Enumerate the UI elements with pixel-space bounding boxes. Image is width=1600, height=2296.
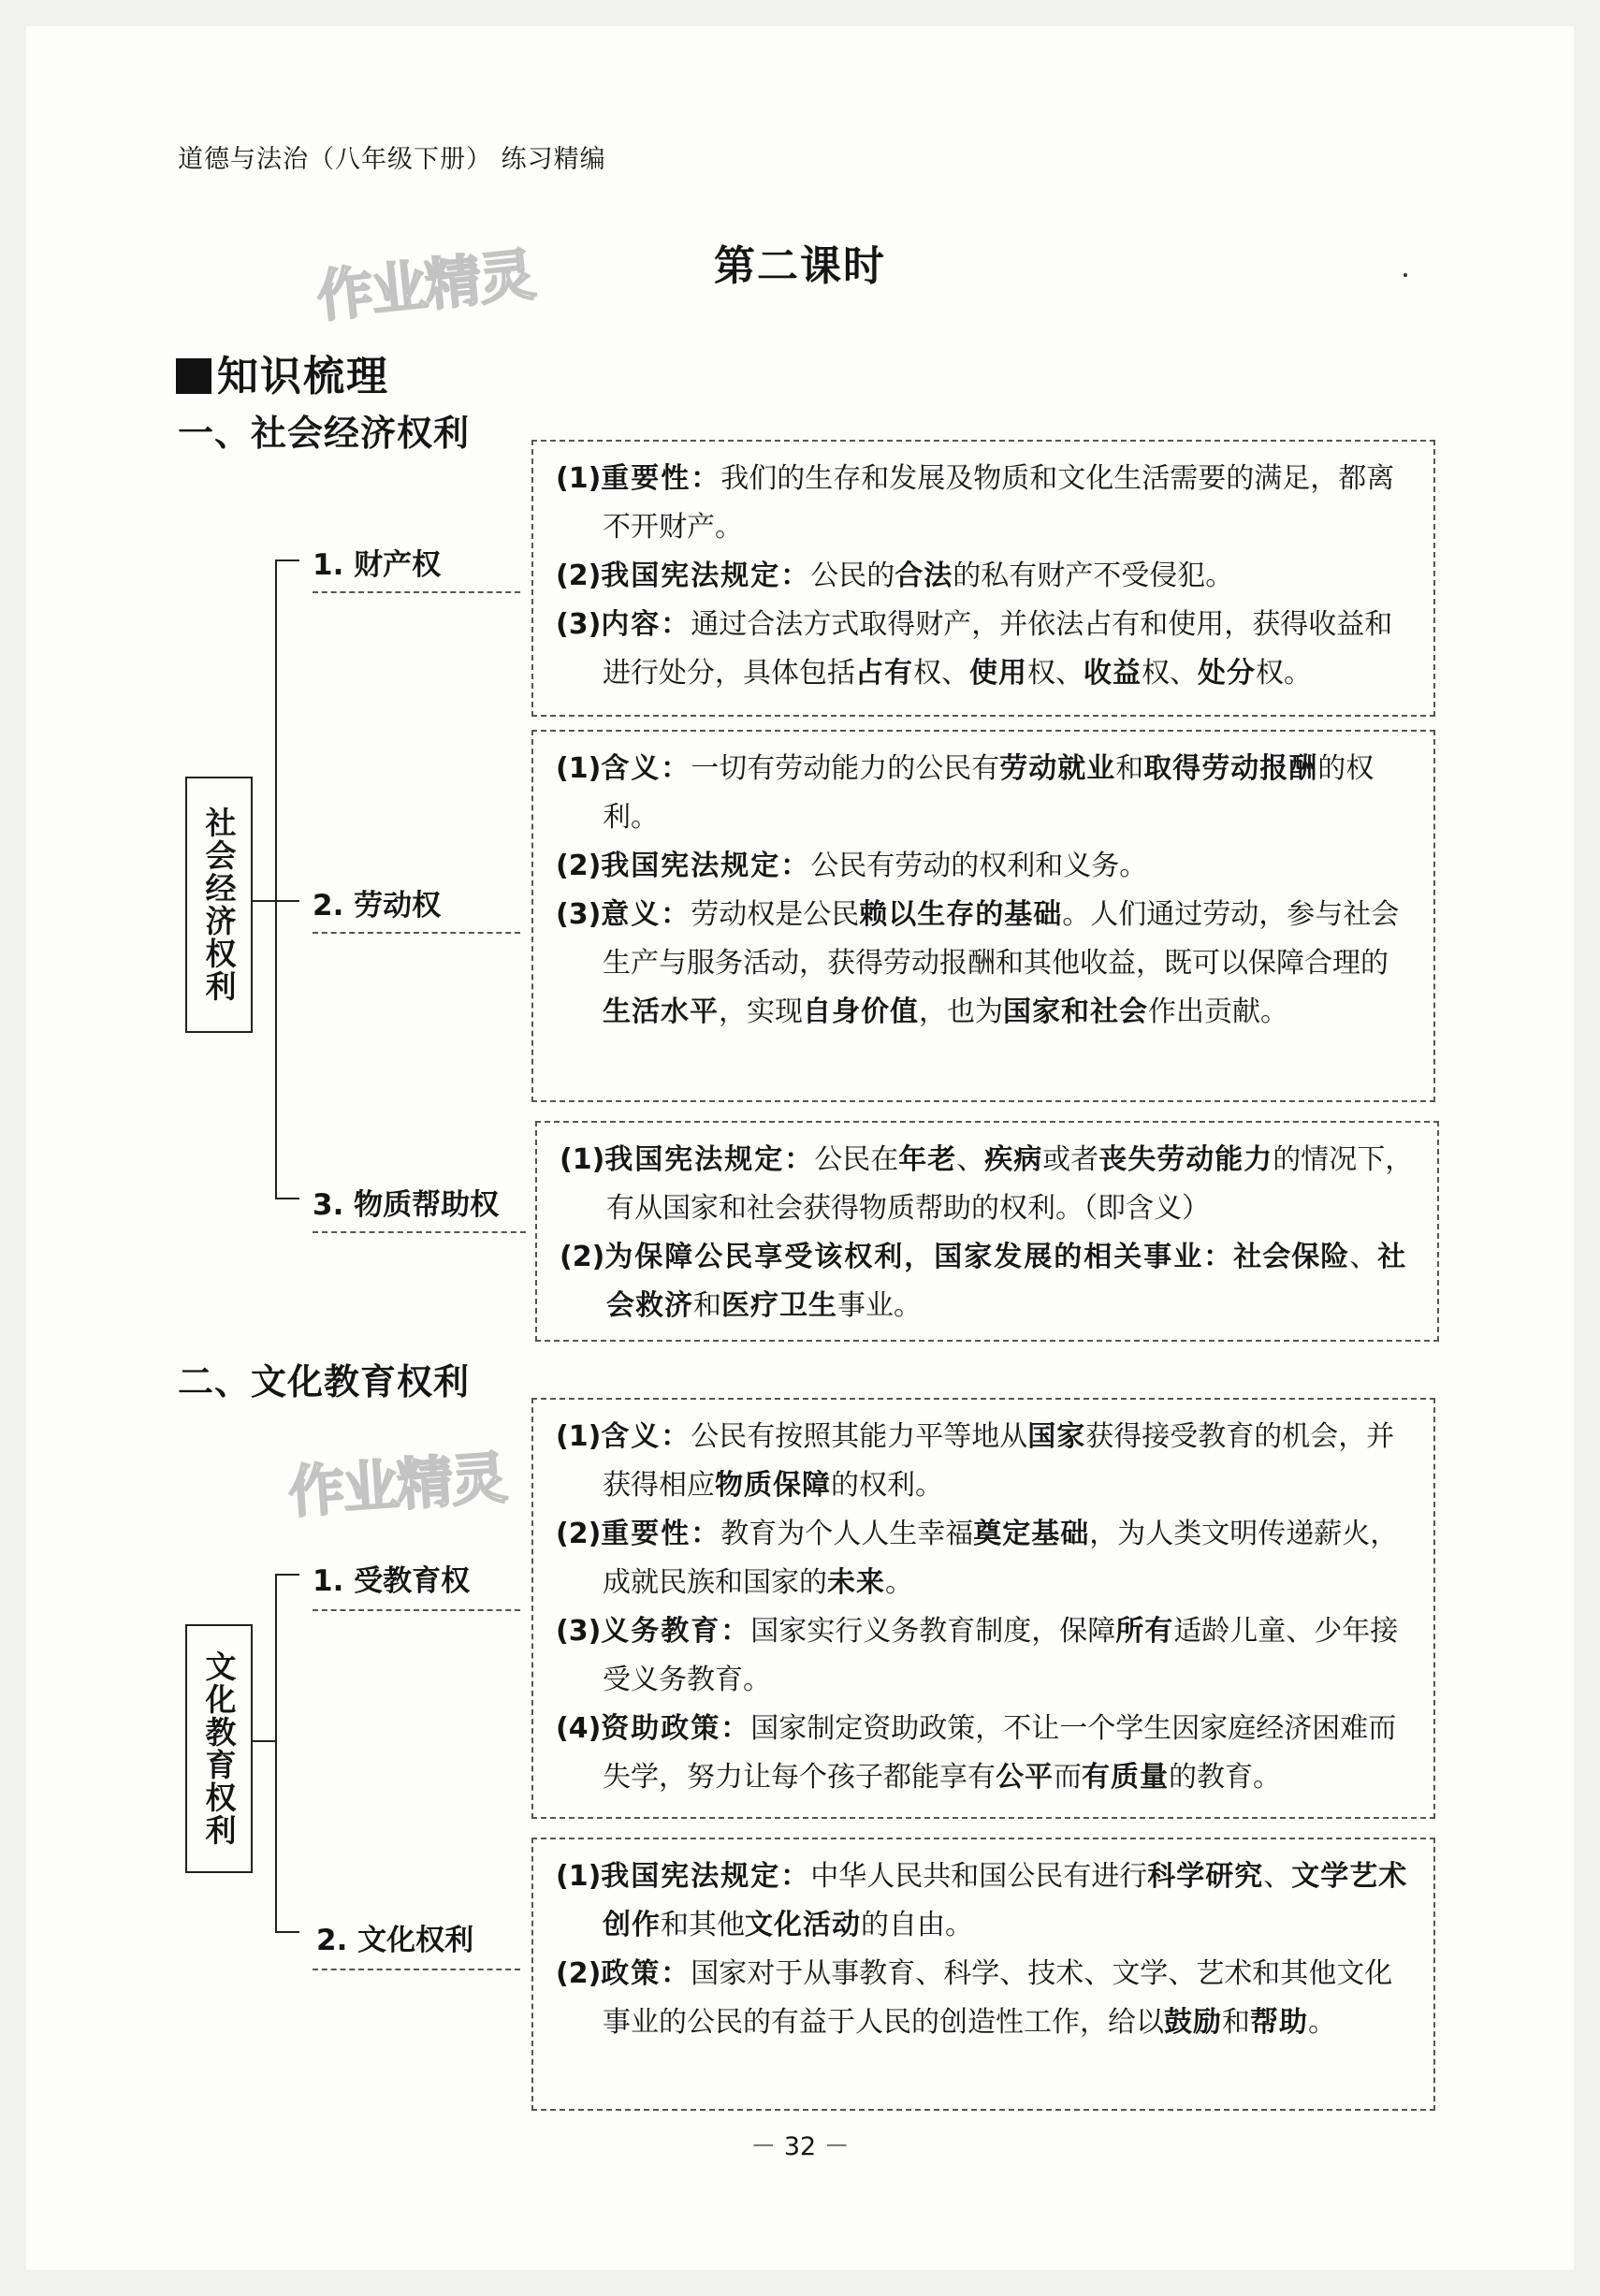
body-text: 公民的: [810, 559, 895, 592]
branch-underline: [313, 932, 520, 934]
item-keyword: 重要性: [601, 1518, 691, 1550]
tree-trunk-line: [275, 1574, 277, 1933]
emphasis-text: 自身价值: [803, 995, 919, 1028]
item-keyword: 含义: [601, 752, 662, 785]
list-item: [560, 1233, 1418, 1330]
list-item: [556, 455, 1415, 552]
emphasis-text: 文学艺术创作: [603, 1860, 1408, 1941]
item-number: (1): [556, 1420, 602, 1453]
emphasis-text: 鼓励: [1164, 2006, 1222, 2039]
body-text: 事业。: [837, 1289, 922, 1322]
tree-branch-line: [249, 900, 299, 902]
list-item: [556, 1607, 1415, 1705]
item-keyword: 资助政策: [601, 1712, 721, 1745]
category-box: [185, 1624, 253, 1873]
branch-label: 1. 财产权: [313, 548, 442, 582]
item-keyword: 我国宪法规定: [601, 1860, 781, 1893]
body-text: 。: [1308, 2006, 1336, 2039]
body-text: 国家实行义务教育制度，保障: [750, 1615, 1116, 1648]
square-bullet-icon: [176, 358, 211, 394]
tree-branch-line: [275, 1574, 299, 1576]
category-label: 文化教育权利: [200, 1650, 238, 1847]
watermark-logo: 作业精灵: [313, 242, 537, 330]
item-number: (4): [556, 1712, 602, 1745]
emphasis-text: 丧失劳动能力: [1098, 1143, 1273, 1176]
material-aid-right-box: [535, 1121, 1439, 1342]
tree-branch-line: [275, 1198, 299, 1199]
branch-label: 3. 物质帮助权: [313, 1188, 500, 1222]
emphasis-text: 社会救济: [606, 1241, 1407, 1322]
emphasis-text: 文化活动: [745, 1909, 861, 1941]
item-keyword: 义务教育: [601, 1615, 721, 1648]
part2-heading: 二、文化教育权利: [178, 1361, 471, 1402]
emphasis-text: 占有: [855, 657, 913, 690]
page-number: － 32 －: [750, 2132, 850, 2161]
emphasis-text: 物质保障: [715, 1469, 831, 1502]
item-separator: ：: [661, 1957, 691, 1990]
body-text: 和: [693, 1289, 721, 1322]
item-number: (1): [556, 462, 602, 495]
body-text: ，为人类文明传递薪火，成就民族和国家的: [603, 1518, 1399, 1599]
body-text: 。: [885, 1566, 913, 1599]
item-separator: ：: [1203, 1241, 1234, 1273]
body-text: 的权利。: [831, 1469, 943, 1502]
emphasis-text: 合法: [895, 559, 953, 592]
emphasis-text: 奠定基础: [973, 1518, 1090, 1550]
body-text: 而: [1054, 1761, 1082, 1794]
item-number: (2): [556, 850, 602, 882]
body-text: 公民在: [814, 1143, 899, 1176]
item-separator: ：: [661, 1420, 691, 1453]
body-text: 和: [1115, 752, 1144, 785]
labor-right-box: [531, 730, 1435, 1102]
emphasis-text: 帮助: [1250, 2006, 1308, 2039]
emphasis-text: 取得劳动报酬: [1143, 752, 1318, 785]
list-item: [556, 1853, 1415, 1950]
property-right-box: [531, 440, 1435, 717]
body-text: 作出贡献。: [1148, 995, 1288, 1028]
emphasis-text: 所有: [1115, 1615, 1174, 1648]
body-text: 适龄儿童、少年接受义务教育。: [603, 1615, 1399, 1696]
item-separator: ：: [720, 1712, 751, 1745]
body-text: 我们的生存和发展及物质和文化生活需要的满足，都离不开财产。: [603, 462, 1395, 544]
item-separator: ：: [661, 608, 691, 641]
body-text: 国家制定资助政策，不让一个学生因家庭经济困难而失学，努力让每个孩子都能享有: [603, 1712, 1397, 1794]
item-number: (3): [556, 898, 602, 931]
body-text: 的情况下，有从国家和社会获得物质帮助的权利。（即含义）: [606, 1143, 1414, 1225]
item-keyword: 为保障公民享受该权利，国家发展的相关事业: [604, 1241, 1204, 1273]
emphasis-text: 国家: [1027, 1420, 1086, 1453]
tree-trunk-line: [275, 559, 277, 1199]
emphasis-text: 赖以生存的基础: [859, 898, 1063, 931]
item-keyword: 含义: [601, 1420, 662, 1453]
list-item: [556, 842, 1415, 891]
list-item: [556, 552, 1415, 601]
emphasis-text: 生活水平: [603, 995, 719, 1028]
branch-label: 1. 受教育权: [313, 1564, 471, 1598]
body-text: 的私有财产不受侵犯。: [953, 559, 1234, 592]
watermark-logo: 作业精灵: [286, 1445, 508, 1526]
branch-label: 2. 文化权利: [316, 1924, 474, 1957]
emphasis-text: 未来: [827, 1566, 885, 1599]
emphasis-text: 年老: [898, 1143, 957, 1176]
emphasis-text: 科学研究: [1147, 1860, 1264, 1893]
item-number: (3): [556, 608, 602, 641]
body-text: 的权利。: [603, 752, 1375, 834]
list-item: [556, 1510, 1415, 1607]
body-text: 权、: [913, 657, 969, 690]
body-text: 、: [1263, 1860, 1292, 1893]
item-number: (2): [560, 1241, 605, 1273]
education-right-box: [531, 1398, 1435, 1819]
body-text: 通过合法方式取得财产，并依法占有和使用，获得收益和进行处分，具体包括: [603, 608, 1393, 690]
emphasis-text: 社会保险: [1233, 1241, 1350, 1273]
part1-heading: 一、社会经济权利: [178, 413, 471, 454]
emphasis-text: 处分: [1198, 657, 1256, 690]
body-text: 、: [1349, 1241, 1378, 1273]
tree-branch-line: [249, 1740, 275, 1742]
item-separator: ：: [720, 1615, 751, 1648]
page-header: 道德与法治（八年级下册） 练习精编: [178, 145, 606, 174]
body-text: 和其他: [661, 1909, 745, 1941]
list-item: [556, 601, 1415, 698]
body-text: 劳动权是公民: [691, 898, 860, 931]
item-separator: ：: [780, 1860, 811, 1893]
item-separator: ：: [661, 898, 691, 931]
item-number: (3): [556, 1615, 602, 1648]
emphasis-text: 疾病: [984, 1143, 1043, 1176]
list-item: [556, 745, 1415, 842]
list-item: [556, 1950, 1415, 2047]
emphasis-text: 有质量: [1082, 1761, 1169, 1794]
list-item: [556, 1413, 1415, 1510]
category-label: 社会经济权利: [200, 807, 238, 1003]
body-text: 中华人民共和国公民有进行: [810, 1860, 1148, 1893]
item-keyword: 我国宪法规定: [604, 1143, 785, 1176]
item-keyword: 意义: [601, 898, 662, 931]
body-text: 权、: [1027, 657, 1084, 690]
branch-underline: [313, 1231, 526, 1233]
tree-branch-line: [275, 559, 299, 561]
body-text: 教育为个人人生幸福: [720, 1518, 974, 1550]
item-number: (1): [556, 752, 602, 785]
item-number: (2): [556, 559, 602, 592]
item-separator: ：: [691, 1518, 721, 1550]
emphasis-text: 医疗卫生: [721, 1289, 837, 1322]
body-text: 一切有劳动能力的公民有: [691, 752, 1000, 785]
body-text: 的教育。: [1169, 1761, 1281, 1794]
item-keyword: 我国宪法规定: [601, 559, 781, 592]
body-text: 或者: [1042, 1143, 1099, 1176]
emphasis-text: 使用: [969, 657, 1027, 690]
emphasis-text: 国家和社会: [1003, 995, 1148, 1028]
branch-label: 2. 劳动权: [313, 889, 442, 923]
branch-underline: [313, 591, 520, 593]
item-keyword: 内容: [601, 608, 662, 641]
item-keyword: 政策: [601, 1957, 662, 1990]
item-number: (2): [556, 1518, 602, 1550]
list-item: [556, 1705, 1415, 1802]
emphasis-text: 收益: [1084, 657, 1142, 690]
body-text: 获得接受教育的机会，并获得相应: [603, 1420, 1395, 1502]
list-item: [560, 1136, 1418, 1233]
body-text: 公民有按照其能力平等地从: [691, 1420, 1028, 1453]
item-separator: ：: [661, 752, 691, 785]
item-separator: ：: [780, 559, 811, 592]
item-separator: ：: [691, 462, 721, 495]
branch-underline: [313, 1609, 520, 1611]
emphasis-text: 公平: [996, 1761, 1054, 1794]
section-heading-text: 知识梳理: [217, 353, 389, 400]
body-text: ，也为: [919, 995, 1003, 1028]
body-text: 的自由。: [861, 1909, 973, 1941]
item-number: (2): [556, 1957, 602, 1990]
section-heading: [176, 342, 389, 402]
body-text: 。人们通过劳动，参与社会生产与服务活动，获得劳动报酬和其他收益，既可以保障合理的: [603, 898, 1400, 980]
body-text: 、: [956, 1143, 985, 1176]
category-box: [185, 777, 253, 1033]
branch-underline: [313, 1969, 520, 1970]
list-item: [556, 891, 1415, 1037]
body-text: 权。: [1256, 657, 1312, 690]
body-text: 和: [1222, 2006, 1250, 2039]
cultural-right-box: [531, 1838, 1435, 2111]
item-number: (1): [556, 1860, 602, 1893]
item-keyword: 我国宪法规定: [601, 850, 781, 882]
emphasis-text: 劳动就业: [999, 752, 1116, 785]
body-text: 权、: [1142, 657, 1198, 690]
tree-branch-line: [275, 1931, 299, 1933]
page-title: 第二课时: [714, 242, 886, 290]
body-text: ，实现: [719, 995, 803, 1028]
item-number: (1): [560, 1143, 605, 1176]
item-separator: ：: [780, 850, 811, 882]
item-keyword: 重要性: [601, 462, 691, 495]
item-separator: ：: [784, 1143, 815, 1176]
body-text: 国家对于从事教育、科学、技术、文学、艺术和其他文化事业的公民的有益于人民的创造性工作，给以: [603, 1957, 1393, 2039]
body-text: 公民有劳动的权利和义务。: [810, 850, 1148, 882]
